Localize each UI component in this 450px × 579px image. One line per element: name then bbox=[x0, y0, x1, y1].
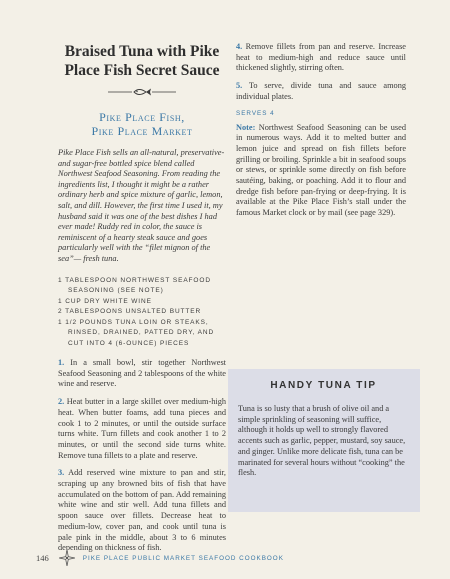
page-footer bbox=[36, 548, 416, 568]
recipe-intro: Pike Place Fish sells an all-natural, preservative- and sugar-free bottled spice blend called Northwest Seafood Seasoning. From reading the ingredients list, I thought it might be a rather ordinary herb and spice mixture of garlic, lemon, salt, and dill. However, the first time I used it, my husband said it was one of the best dishes I had ever made! Ruddy red in color, the sauce is reminiscent of a hearty steak sauce and goes particularly well with the “filet mignon of the sea”— fresh tuna. bbox=[58, 148, 225, 263]
ingredients-list bbox=[58, 276, 226, 350]
tip-text: Tuna is so lusty that a brush of olive oil and a simple sprinkling of seasoning will suffice, although it holds up well to strongly flavored accents such as garlic, pepper, mustard, soy sauce, and ginger. Unlike more delicate fish, tuna can be marinated for several hours without “cooking” the flesh. bbox=[238, 404, 406, 478]
source-line-2: Pike Place Market bbox=[91, 124, 193, 138]
step-3 bbox=[58, 468, 226, 554]
step-4 bbox=[236, 42, 406, 74]
ingredient-item: 1 TABLESPOON NORTHWEST SEAFOOD SEASONING (SEE NOTE) bbox=[58, 276, 211, 295]
left-column bbox=[58, 42, 226, 561]
source-line-1: Pike Place Fish, bbox=[99, 110, 185, 124]
compass-star-icon bbox=[59, 550, 75, 566]
ingredient-item: 1 CUP DRY WHITE WINE bbox=[58, 297, 152, 305]
step-text: In a small bowl, stir together Northwest Seafood Seasoning and 2 tablespoons of the white wine and reserve. bbox=[58, 358, 226, 389]
page-number: 146 bbox=[36, 553, 49, 563]
step-text: Remove fillets from pan and reserve. Increase heat to medium-high and reduce sauce until thickened slightly, stirring often. bbox=[236, 42, 406, 73]
step-text: Add reserved wine mixture to pan and stir, scraping up any browned bits of fish that have accumulated on the bottom of pan. Add remaining white wine and stir well. Add tuna fillets and spoon sauce over fillets. Decrease heat to medium-low, cover pan, and cook until tuna is pale pink in the middle, about 3 to 6 minutes depending on thickness of fish. bbox=[58, 468, 226, 553]
step-number: 5. bbox=[236, 81, 243, 91]
step-text: To serve, divide tuna and sauce among individual plates. bbox=[236, 81, 406, 101]
fish-ornament-icon bbox=[106, 86, 178, 98]
step-number: 3. bbox=[58, 468, 65, 478]
serves-label: SERVES 4 bbox=[236, 109, 275, 117]
ingredient-item: 1 1/2 POUNDS TUNA LOIN OR STEAKS, RINSED, DRAINED, PATTED DRY, AND CUT INTO 4 (6-OUNCE) PIECES bbox=[58, 318, 215, 347]
step-5 bbox=[236, 81, 406, 102]
tip-box bbox=[228, 369, 420, 512]
step-1 bbox=[58, 358, 226, 390]
step-2 bbox=[58, 397, 226, 461]
step-number: 1. bbox=[58, 358, 65, 368]
step-number: 4. bbox=[236, 42, 243, 51]
book-title: PIKE PLACE PUBLIC MARKET SEAFOOD COOKBOOK bbox=[82, 554, 284, 562]
recipe-title: Braised Tuna with Pike Place Fish Secret Sauce bbox=[64, 43, 220, 79]
right-column bbox=[236, 42, 406, 219]
note-label: Note: bbox=[236, 122, 256, 132]
step-number: 2. bbox=[58, 397, 65, 407]
ingredient-item: 2 TABLESPOONS UNSALTED BUTTER bbox=[58, 308, 202, 316]
tip-title: HANDY TUNA TIP bbox=[270, 380, 377, 391]
recipe-note bbox=[236, 123, 406, 219]
note-text: Northwest Seafood Seasoning can be used in numerous ways. Add it to melted butter and lemon juice and spread on fish fillets before grilling or broiling. Sprinkle a bit in seafood soups or stews, or sprinkle some directly on fish before sautéing, baking, or poaching. Add it to flour and dredge fish before pan-frying or deep-frying. It is available at the Pike Place Fish’s stall under the famous Market clock or by mail (see page 329). bbox=[236, 122, 406, 218]
recipe-source bbox=[58, 110, 226, 138]
step-text: Heat butter in a large skillet over medium-high heat. When butter foams, add tuna pieces and cook 1 to 2 minutes, or until the outside surface turns white. Turn fillets and cook another 1 to 2 minutes, or until the second side turns white. Remove tuna fillets to a plate and reserve. bbox=[58, 397, 226, 460]
